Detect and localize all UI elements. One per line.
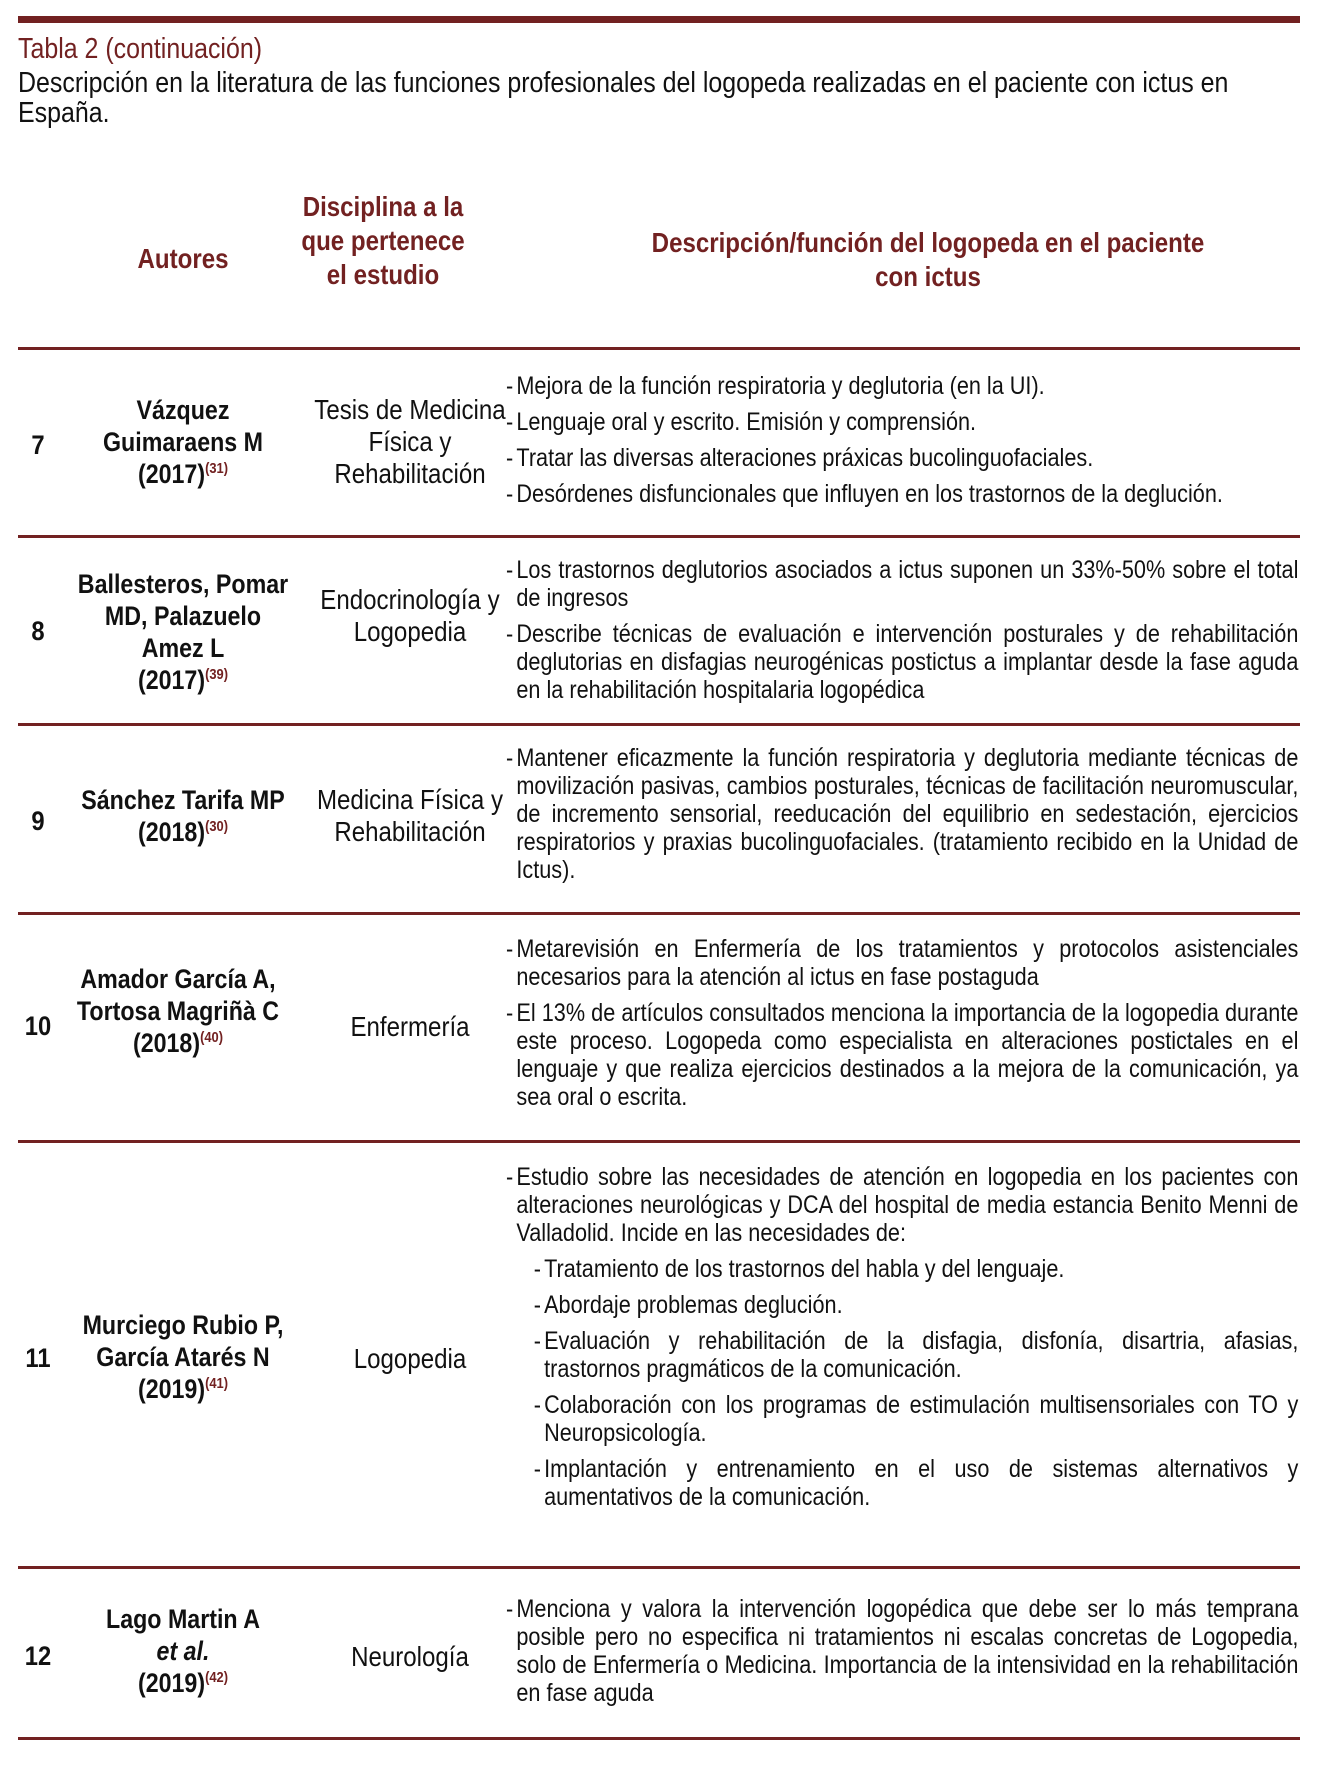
table-caption-description: Descripción en la literatura de las funciones profesionales del logopeda realizadas en el paciente con ictus en España.	[18, 67, 1229, 129]
table-row	[18, 350, 1300, 535]
description-item: - Metarevisión en Enfermería de los tratamientos y protocolos asistenciales necesarios para la atención al ictus en fase postaguda	[506, 935, 1298, 991]
author-name: Murciego Rubio P, García Atarés N	[82, 1310, 284, 1372]
description-item: - Estudio sobre las necesidades de atención en logopedia en los pacientes con alteraciones neurológicas y DCA del hospital de media estancia Benito Menni de Valladolid. Incide en las necesidades de:	[506, 1163, 1298, 1247]
author-name: Sánchez Tarifa MP	[81, 785, 285, 815]
top-rule	[18, 16, 1300, 23]
reference-number: (30)	[205, 818, 229, 835]
reference-number: (41)	[205, 1375, 229, 1392]
description-item: - Lenguaje oral y escrito. Emisión y comprensión.	[506, 408, 1298, 436]
reference-number: (42)	[205, 1669, 229, 1686]
header-autores: Autores	[137, 243, 229, 274]
author-name: Amador García A, Tortosa Magriñà C	[76, 964, 280, 1026]
author-year: (2019)	[137, 1668, 206, 1698]
description-item: - Desórdenes disfuncionales que influyen en los trastornos de la deglución.	[506, 480, 1298, 508]
row-discipline: Medicina Física y Rehabilitación	[316, 784, 504, 847]
row-author	[76, 784, 291, 848]
description-subitem: - Evaluación y rehabilitación de la disfagia, disfonía, disartria, afasias, trastornos pragmáticos de la comunicación.	[534, 1327, 1299, 1383]
row-description	[506, 372, 1298, 516]
author-year: (2018)	[137, 817, 206, 847]
row-number: 11	[25, 1343, 51, 1373]
description-item: - Menciona y valora la intervención logopédica que debe ser lo más temprana posible pero no especifica ni tratamientos ni escalas concretas de Logopedia, solo de Enfermería o Medicina. Importancia de la intensividad en la rehabilitación en fase aguda	[506, 1595, 1298, 1707]
row-discipline: Tesis de Medicina Física y Rehabilitación	[314, 394, 506, 489]
row-number: 9	[31, 806, 45, 836]
row-number: 12	[24, 1641, 52, 1671]
row-discipline: Enfermería	[350, 1011, 470, 1042]
table-row	[18, 538, 1300, 723]
author-year: (2018)	[132, 1028, 201, 1058]
author-year: (2017)	[137, 459, 206, 489]
author-year: (2019)	[137, 1374, 206, 1404]
author-year: (2017)	[137, 665, 206, 695]
description-item: - Mejora de la función respiratoria y deglutoria (en la UI).	[506, 372, 1298, 400]
table-header	[18, 190, 1300, 350]
table-row	[18, 1143, 1300, 1563]
reference-number: (39)	[205, 666, 229, 683]
row-description	[506, 556, 1298, 712]
author-name: Ballesteros, Pomar MD, Palazuelo Amez L	[77, 569, 289, 663]
author-name: Lago Martin A	[106, 1604, 260, 1634]
bottom-rule	[18, 1737, 1300, 1740]
row-author	[76, 1309, 291, 1405]
reference-number: (31)	[205, 460, 229, 477]
header-disciplina: Disciplina a la que pertenece el estudio	[301, 191, 465, 290]
row-description	[506, 1595, 1298, 1715]
description-item: - Tratar las diversas alteraciones práxicas bucolinguofaciales.	[506, 444, 1298, 472]
table-row	[18, 726, 1300, 912]
description-item: - Describe técnicas de evaluación e intervención posturales y de rehabilitación deglutorias en disfagias neurogénicas postictus a implantar desde la fase aguda en la rehabilitación hospitalaria logopédica	[506, 620, 1298, 704]
reference-number: (40)	[200, 1029, 224, 1046]
row-author	[76, 394, 291, 490]
description-subitem: - Implantación y entrenamiento en el uso de sistemas alternativos y aumentativos de la comunicación.	[534, 1455, 1299, 1511]
table-row	[18, 1569, 1300, 1734]
row-discipline: Endocrinología y Logopedia	[320, 584, 500, 647]
header-descripcion: Descripción/función del logopeda en el paciente con ictus	[651, 227, 1205, 292]
row-discipline: Neurología	[351, 1641, 469, 1672]
table-caption-title: Tabla 2 (continuación)	[18, 33, 263, 65]
row-author	[76, 1603, 291, 1699]
author-name: Vázquez Guimaraens M	[102, 395, 264, 457]
row-number: 7	[31, 430, 45, 460]
description-subitem: - Abordaje problemas deglución.	[534, 1291, 1299, 1319]
row-author	[75, 963, 281, 1059]
description-subitem: - Colaboración con los programas de estimulación multisensoriales con TO y Neuropsicología.	[534, 1391, 1299, 1447]
row-description	[506, 1163, 1298, 1519]
row-author	[76, 568, 291, 696]
description-item: - Los trastornos deglutorios asociados a ictus suponen un 33%-50% sobre el total de ingresos	[506, 556, 1298, 612]
description-item: - Mantener eficazmente la función respiratoria y deglutoria mediante técnicas de movilización pasivas, cambios posturales, técnicas de facilitación neuromuscular, de incremento sensorial, reeducación del equilibrio en sedestación, ejercicios respiratorios y praxias bucolinguofaciales. (tratamiento recibido en la Unidad de Ictus).	[506, 744, 1298, 884]
description-subitem: - Tratamiento de los trastornos del habla y del lenguaje.	[534, 1255, 1299, 1283]
row-number: 10	[24, 1011, 52, 1041]
row-description	[506, 935, 1298, 1119]
description-item: - El 13% de artículos consultados menciona la importancia de la logopedia durante este proceso. Logopeda como especialista en alteraciones postictales en el lenguaje y que realiza ejercicios destinados a la mejora de la comunicación, ya sea oral o escrita.	[506, 999, 1298, 1111]
author-et-al: et al.	[156, 1636, 210, 1666]
row-number: 8	[31, 616, 45, 646]
row-description	[506, 744, 1298, 892]
row-discipline: Logopedia	[353, 1343, 467, 1374]
table-row	[18, 915, 1300, 1140]
